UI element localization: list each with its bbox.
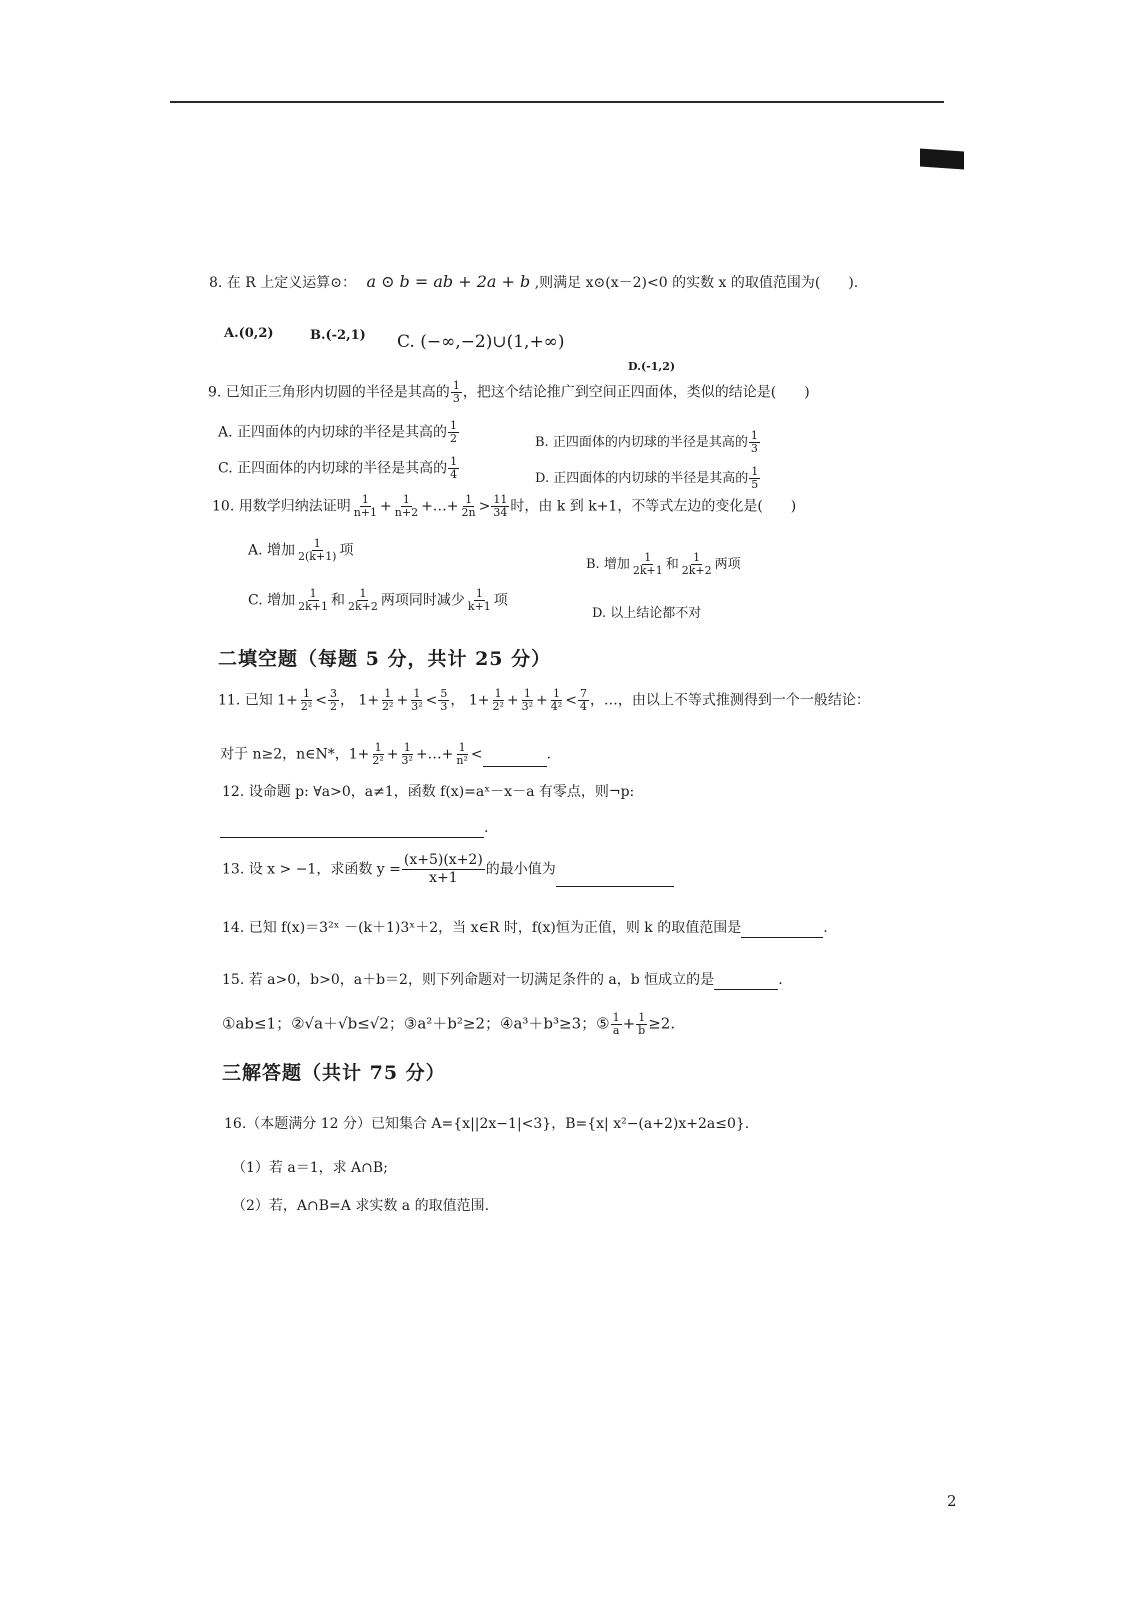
q9-option-c: C. 正四面体的内切球的半径是其高的 $\frac{1}{4}$: [218, 455, 458, 481]
section-3-heading: 三解答题（共计 75 分）: [222, 1062, 446, 1084]
question-12: 12. 设命题 p: ∀a>0，a≠1，函数 f(x)=aˣ－x－a 有零点，则¬p:: [222, 784, 635, 800]
q9-option-a: A. 正四面体的内切球的半径是其高的 $\frac{1}{2}$: [218, 419, 458, 445]
q14-answer-blank[interactable]: [741, 923, 823, 938]
corner-tab-mark: [920, 148, 964, 169]
q8-option-b: B.(-2,1): [310, 328, 366, 343]
question-14: 14. 已知 f(x)＝3²ˣ －(k＋1)3ˣ＋2，当 x∈R 时，f(x)恒为正值，则 k 的取值范围是 .: [222, 920, 828, 936]
q10-option-d: D. 以上结论都不对: [592, 606, 702, 621]
section-2-heading: 二填空题（每题 5 分，共计 25 分）: [218, 648, 552, 670]
q8-option-d: D.(-1,2): [628, 360, 676, 373]
q13-answer-blank[interactable]: [556, 872, 674, 887]
q10-option-c: C. 增加 $\frac{1}{2k+1}$ 和 $\frac{1}{2k+2}$ 两项同时减少 $\frac{1}{k+1}$ 项: [248, 587, 508, 613]
q8-option-c: C. (−∞,−2)∪(1,+∞): [397, 332, 565, 352]
q8-stem: 8. 在 R 上定义运算⊙：: [209, 275, 356, 291]
question-8: [209, 272, 858, 293]
page-number: 2: [947, 1492, 957, 1510]
question-9: [208, 380, 810, 405]
q9-stem-after: ，把这个结论推广到空间正四面体，类似的结论是( ): [462, 384, 810, 401]
q11-answer-blank[interactable]: [483, 752, 547, 767]
q8-formula: a ⊙ b = ab + 2a + b: [366, 272, 531, 291]
question-16: 16.（本题满分 12 分）已知集合 A={x||2x−1|<3}，B={x| x²−(a+2)x+2a≤0}.: [224, 1116, 750, 1132]
q10-option-b: B. 增加 $\frac{1}{2k+1}$ 和 $\frac{1}{2k+2}$ 两项: [586, 551, 741, 577]
question-11: 11. 已知 1+ $\frac{1}{\text{2²}}$ < $\frac{3}{2}$ ， 1+ $\frac{1}{\text{2²}}$ + $\frac{1}{\text{3²}}$ < $\frac{5}{3}$ ， 1+ $\frac{1}{\text{2²}}$ + $\frac{1}{\text{3²}}$ + $\frac{1}{\text{4²}}$ < $\frac{7}{4}$ ，…，由以上不等式推测得到一个一般结论：: [218, 687, 870, 713]
q10-option-a: A. 增加 $\frac{1}{2(k+1)}$ 项: [248, 537, 354, 563]
q9-option-d: D. 正四面体的内切球的半径是其高的 $\frac{1}{5}$: [535, 465, 759, 491]
q8-option-a: A.(0,2): [224, 326, 274, 341]
q9-fraction-third: $\frac{1}{3}$: [452, 379, 460, 405]
q9-option-b: B. 正四面体的内切球的半径是其高的 $\frac{1}{3}$: [535, 429, 758, 455]
q12-answer-blank[interactable]: [220, 823, 484, 838]
q12-answer-line: .: [220, 818, 488, 838]
q8-tail: ,则满足 x⊙(x－2)<0 的实数 x 的取值范围为( ).: [534, 275, 859, 291]
question-15: 15. 若 a>0，b>0，a＋b＝2，则下列命题对一切满足条件的 a，b 恒成立的是 .: [222, 972, 783, 988]
q15-items: ①ab≤1；②√a＋√b≤√2；③a²＋b²≥2；④a³＋b³≥3；⑤ $\frac{1}{a}$ + $\frac{1}{b}$ ≥2.: [222, 1011, 676, 1037]
q9-stem-before: 9. 已知正三角形内切圆的半径是其高的: [208, 384, 450, 401]
q11-line-2: 对于 n≥2，n∈N*，1+ $\frac{1}{\text{2²}}$ + $\frac{1}{\text{3²}}$ +…+ $\frac{1}{\text{n²}}$ < .: [220, 741, 552, 767]
q16-part-2: （2）若，A∩B=A 求实数 a 的取值范围.: [232, 1198, 490, 1214]
header-rule: [170, 101, 944, 103]
question-10: 10. 用数学归纳法证明 $\frac{1}{n+1}$ + $\frac{1}{n+2}$ +…+ $\frac{1}{2n}$ > $\frac{11}{34}$ 时，由 k 到 k+1，不等式左边的变化是( ): [212, 493, 797, 519]
q15-answer-blank[interactable]: [714, 975, 778, 990]
question-13: 13. 设 x > −1，求函数 y = $\frac{(x+5)(x+2)}{x+1}$ 的最小值为: [222, 852, 674, 887]
q16-part-1: （1）若 a＝1，求 A∩B;: [232, 1160, 388, 1176]
